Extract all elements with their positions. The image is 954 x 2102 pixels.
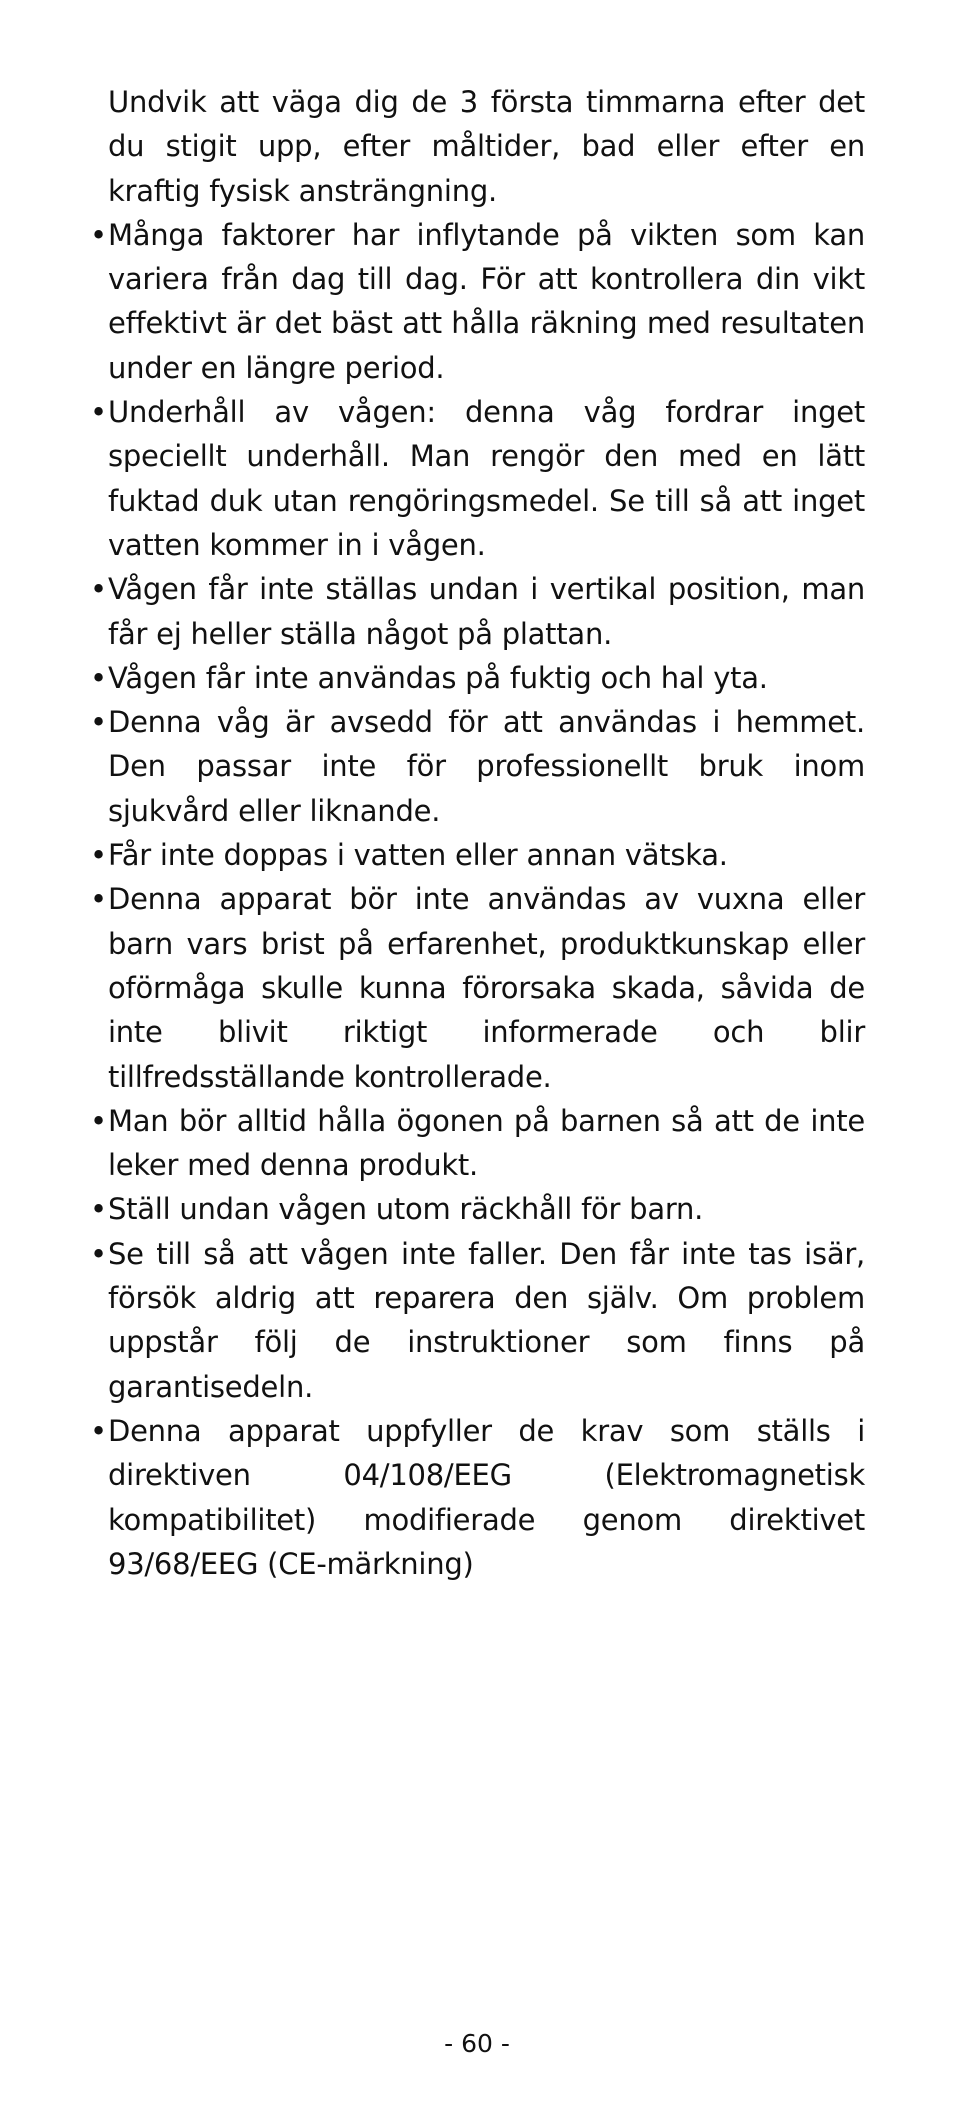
list-item [90,567,865,656]
list-item-text: Får inte doppas i vatten eller annan vätska. [108,838,728,873]
list-item [90,1232,865,1409]
list-item [90,656,865,700]
list-item [90,390,865,567]
bullet-marker: • [90,572,107,607]
list-item-text: Vågen får inte användas på fuktig och hal yta. [108,660,768,695]
intro-paragraph: Undvik att väga dig de 3 första timmarna efter det du stigit upp, efter måltider, bad eller efter en kraftig fysisk ansträngning. [108,85,865,208]
list-item-text: Vågen får inte ställas undan i vertikal position, man får ej heller ställa något på plattan. [108,572,865,651]
list-item [90,1409,865,1586]
safety-bullet-list [90,213,865,1586]
bullet-marker: • [90,1236,107,1271]
bullet-marker: • [90,882,107,917]
bullet-marker: • [90,705,107,740]
list-item-text: Man bör alltid hålla ögonen på barnen så att de inte leker med denna produkt. [108,1103,865,1183]
list-item-text: Många faktorer har inflytande på vikten som kan variera från dag till dag. För att kontrollera din vikt effektivt är det bäst att hålla räkning med resultaten under en längre period. [108,217,865,385]
bullet-marker: • [90,1413,107,1448]
bullet-marker: • [90,395,107,430]
list-item [90,833,865,877]
bullet-marker: • [90,1192,107,1227]
list-item-text: Denna apparat uppfyller de krav som ställs i direktiven 04/108/EEG (Elektromagnetisk kompatibilitet) modifierade genom direktivet 93/68/EEG (CE-märkning) [108,1413,865,1581]
bullet-marker: • [90,1103,107,1138]
list-item [90,700,865,833]
bullet-marker: • [90,838,107,873]
list-item [90,1187,865,1231]
bullet-marker: • [90,217,107,252]
bullet-marker: • [90,660,107,695]
list-item [90,213,865,390]
list-item [90,1099,865,1188]
page-number: - 60 - [444,2029,510,2058]
page-content [90,80,865,1586]
list-item-text: Se till så att vågen inte faller. Den får inte tas isär, försök aldrig att reparera den själv. Om problem uppstår följ de instruktioner som finns på garantisedeln. [108,1236,865,1404]
list-item-text: Ställ undan vågen utom räckhåll för barn. [108,1192,704,1227]
list-item-text: Underhåll av vågen: denna våg fordrar inget speciellt underhåll. Man rengör den med en lätt fuktad duk utan rengöringsmedel. Se till så att inget vatten kommer in i vågen. [108,395,865,562]
list-item-text: Denna våg är avsedd för att användas i hemmet. Den passar inte för professionellt bruk inom sjukvård eller liknande. [108,705,865,828]
list-item [90,877,865,1098]
list-item-text: Denna apparat bör inte användas av vuxna eller barn vars brist på erfarenhet, produktkunskap eller oförmåga skulle kunna förorsaka skada, såvida de inte blivit riktigt informerade och blir tillfredsställande kontrollerade. [108,882,865,1094]
